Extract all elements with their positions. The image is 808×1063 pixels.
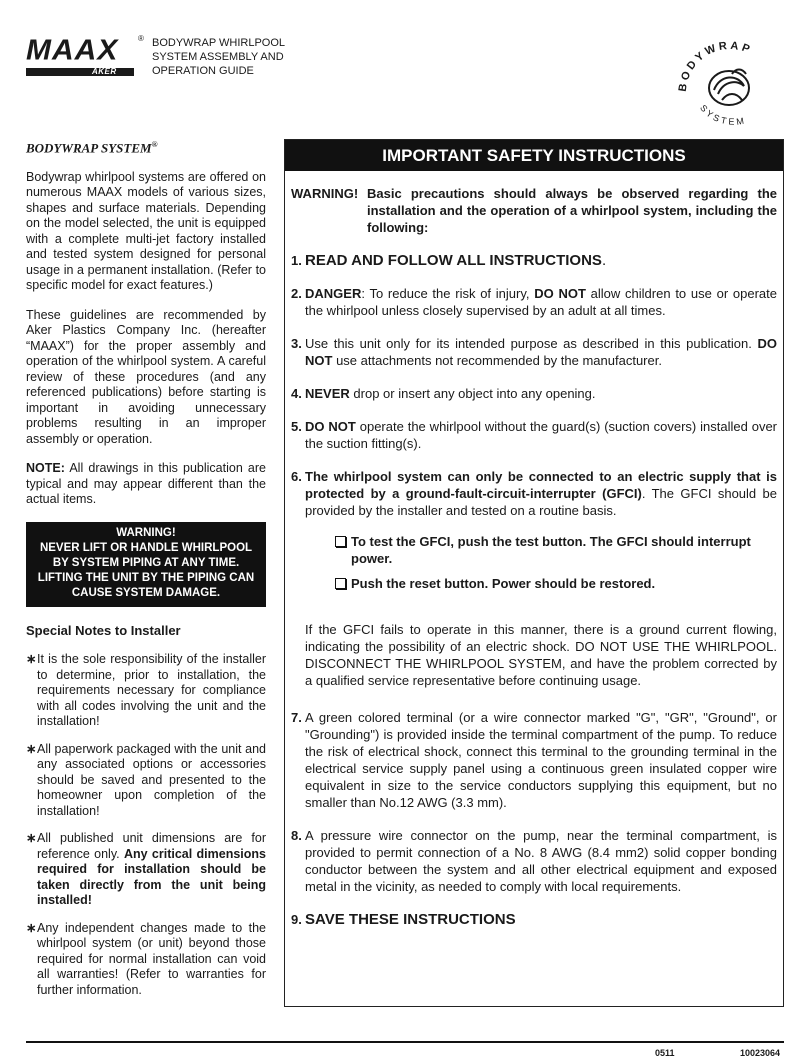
warning-line: LIFTING THE UNIT BY THE PIPING CAN	[37, 571, 255, 584]
title-line: BODYWRAP WHIRLPOOL	[152, 37, 286, 49]
instruction-1: 1. READ AND FOLLOW ALL INSTRUCTIONS.	[291, 252, 607, 269]
guidelines-paragraph: These guidelines are recommended by Aker Plastics Company Inc. (hereafter “MAAX”) for the proper assembly and operation of the whirlpool system. A careful review of these procedures (and any referenced publications) before starting is important in avoiding unnecessary problems resulting in an improper assembly or operation.	[26, 307, 266, 446]
left-column	[26, 137, 266, 1010]
sub-brand: AKER	[92, 67, 117, 76]
swirl-figure-icon	[709, 70, 749, 106]
footer-rule	[26, 1041, 784, 1043]
footer-document-number: 10023064	[740, 1048, 781, 1058]
checkbox-square-icon	[335, 578, 346, 589]
special-notes-heading: Special Notes to Installer	[26, 622, 181, 638]
instruction-2: 2. DANGER: To reduce the risk of injury, DO NOT allow children to use or operate the whirlpool unless closely supervised by an adult at all times.	[291, 286, 777, 318]
instruction-7: 7. A green colored terminal (or a wire connector marked "G", "GR", "Ground", or "Grounding") is provided inside the terminal compartment of the pump. To reduce the risk of electrical shock, connect this terminal to the grounding terminal in the electrical service supply panel using a continuous green insulated copper wire equivalent in size to the service conductors supplying this equipment, but no smaller than No.12 AWG (3.3 mm).	[291, 710, 777, 810]
brand-registered-mark: ®	[138, 34, 144, 43]
special-note: ∗ All paperwork packaged with the unit and any associated options or accessories should be saved and presented to the homeowner upon completion of the installation!	[26, 741, 266, 818]
instruction-9: 9. SAVE THESE INSTRUCTIONS	[291, 911, 516, 928]
title-line: SYSTEM ASSEMBLY AND	[152, 51, 284, 63]
asterisk-icon: ∗	[26, 652, 37, 667]
safety-instructions-panel	[284, 139, 784, 1007]
special-note: ∗ All published unit dimensions are for reference only. Any critical dimensions required for installation should be taken directly from the unit being installed!	[26, 831, 266, 908]
intro-paragraph: Bodywrap whirlpool systems are offered on numerous MAAX models of various sizes, shapes and surface materials. Depending on the model selected, the unit is equipped with a complete multi-jet factory installed and tested system designed for personal usage in a permanent installation. (Refer to specific model for exact features.)	[26, 169, 266, 293]
warning-line: WARNING!	[116, 526, 176, 539]
asterisk-icon: ∗	[26, 920, 37, 935]
emblem-bottom-text: SYSTEM	[698, 102, 748, 127]
document-title	[152, 36, 312, 78]
bodywrap-system-emblem	[672, 30, 786, 130]
footer-date-code: 0511	[655, 1048, 675, 1058]
instruction-3: 3. Use this unit only for its intended purpose as described in this publication. DO NOT use attachments not recommended by the manufacturer.	[291, 336, 777, 368]
general-warning: WARNING! Basic precautions should always be observed regarding the installation and the operation of a whirlpool system, including the following:	[291, 186, 777, 235]
checkbox-square-icon	[335, 536, 346, 547]
warning-line: CAUSE SYSTEM DAMAGE.	[71, 586, 221, 599]
instruction-8: 8. A pressure wire connector on the pump, near the terminal compartment, is provided to permit connection of a No. 8 AWG (8.4 mm2) solid copper bonding conductor between the system and all other electrical equipment and exposed metal in the vicinity, as needed to comply with local requirements.	[291, 828, 777, 894]
asterisk-icon: ∗	[26, 741, 37, 756]
maax-aker-logo	[26, 34, 144, 76]
emblem-top-text: BODYWRAP	[676, 39, 755, 93]
gfci-failure-note: If the GFCI fails to operate in this manner, there is a ground current flowing, indicating the possibility of an electric shock. DO NOT USE THE WHIRLPOOL. DISCONNECT THE WHIRLPOOL SYSTEM, and have the problem corrected by a qualified service representative before continuing usage.	[305, 622, 777, 688]
panel-title: IMPORTANT SAFETY INSTRUCTIONS	[285, 140, 783, 171]
brand-name: MAAX	[26, 34, 119, 67]
special-note: ∗ It is the sole responsibility of the installer to determine, prior to installation, the requirements necessary for compliance with all codes involving the unit and the installation!	[26, 652, 266, 729]
title-line: OPERATION GUIDE	[152, 65, 254, 77]
lifting-warning-box	[26, 522, 266, 607]
instruction-6: 6. The whirlpool system can only be connected to an electric supply that is protected by a ground-fault-circuit-interrupter (GFCI). The GFCI should be provided by the installer and tested on a routine basis.	[291, 469, 777, 518]
instruction-4: 4. NEVER drop or insert any object into any opening.	[291, 386, 596, 401]
instruction-5: 5. DO NOT operate the whirlpool without the guard(s) (suction covers) installed over the suction fitting(s).	[291, 419, 778, 451]
gfci-reset-step: Push the reset button. Power should be restored.	[335, 575, 777, 593]
warning-line: BY SYSTEM PIPING AT ANY TIME.	[52, 556, 240, 569]
svg-text:SYSTEM	[698, 103, 747, 127]
gfci-test-step: To test the GFCI, push the test button. The GFCI should interrupt power.	[335, 533, 777, 567]
special-note: ∗ Any independent changes made to the whirlpool system (or unit) beyond those required for normal installation can void all warranties! (Refer to warranties for further information.	[26, 920, 266, 997]
logo-bar	[26, 68, 134, 76]
asterisk-icon: ∗	[26, 831, 37, 846]
note-paragraph: NOTE: All drawings in this publication are typical and may appear different than the actual items.	[26, 461, 266, 507]
warning-line: NEVER LIFT OR HANDLE WHIRLPOOL	[39, 541, 253, 554]
bodywrap-system-heading: BODYWRAP SYSTEM®	[26, 140, 158, 156]
